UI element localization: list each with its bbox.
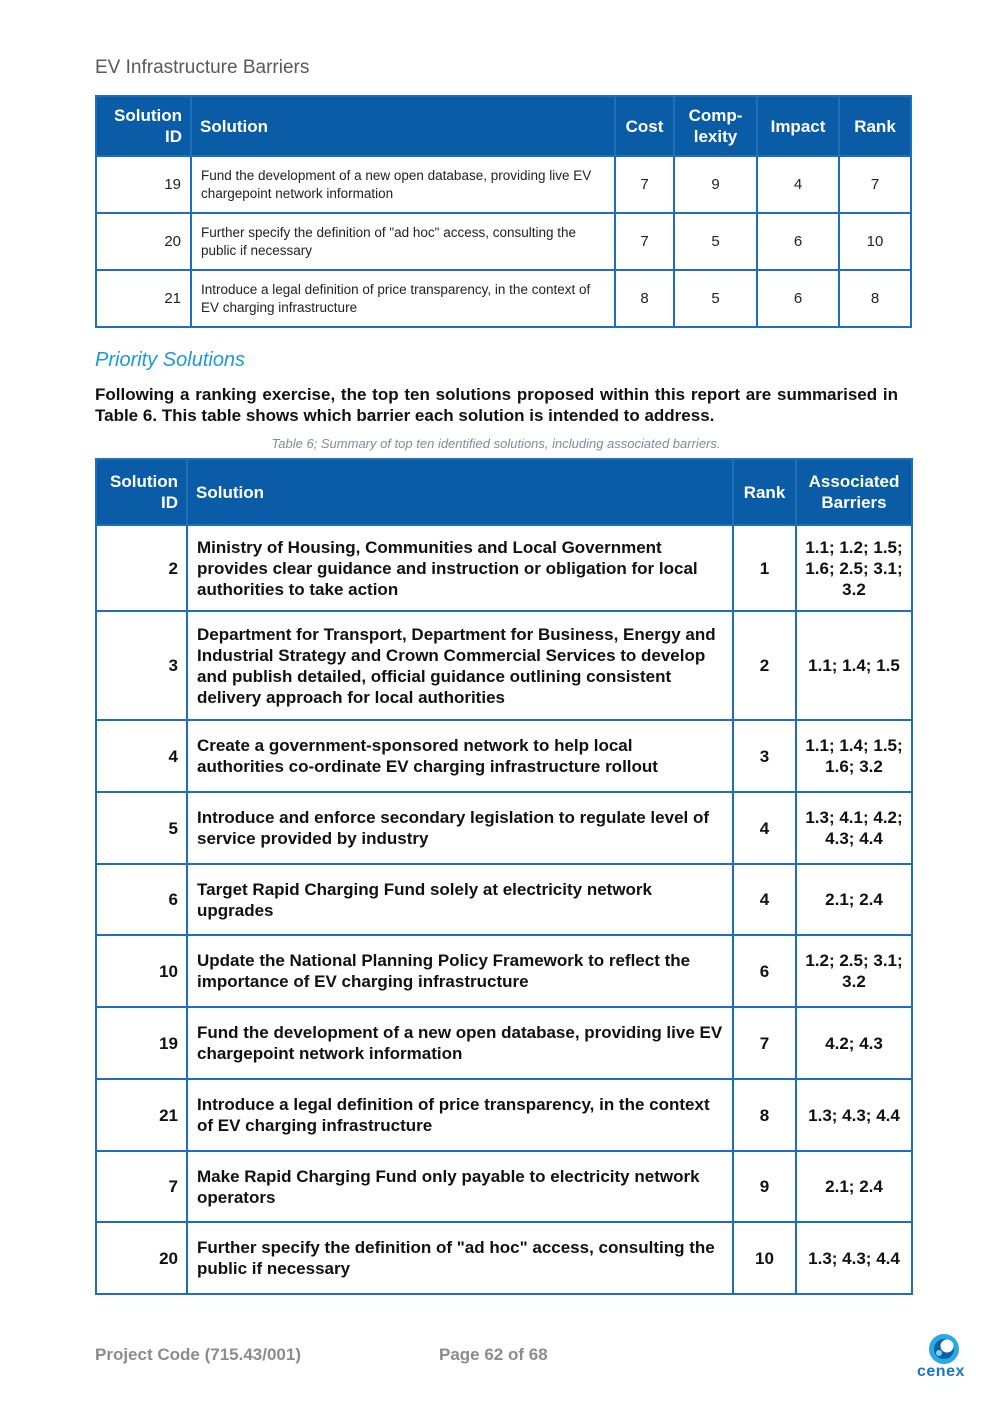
running-title: EV Infrastructure Barriers — [95, 57, 310, 78]
complexity-cell: 9 — [674, 156, 757, 213]
project-code: Project Code (715.43/001) — [95, 1345, 301, 1364]
barriers-cell: 1.3; 4.3; 4.4 — [796, 1222, 912, 1294]
header-rank: Rank — [839, 96, 911, 156]
cost-cell: 8 — [615, 270, 674, 327]
table-row — [96, 525, 912, 611]
table-header-row — [96, 96, 911, 156]
solution-cell: Introduce a legal definition of price transparency, in the context of EV charging infrastructure — [191, 270, 615, 327]
solution-cell: Introduce and enforce secondary legislation to regulate level of service provided by industry — [187, 792, 733, 864]
rank-cell: 8 — [733, 1079, 796, 1151]
solution-id-cell: 19 — [96, 1007, 187, 1079]
impact-cell: 6 — [757, 213, 839, 270]
rank-cell: 1 — [733, 525, 796, 611]
header-impact: Impact — [757, 96, 839, 156]
solution-cell: Introduce a legal definition of price transparency, in the context of EV charging infrastructure — [187, 1079, 733, 1151]
solution-cell: Create a government-sponsored network to help local authorities co-ordinate EV charging infrastructure rollout — [187, 720, 733, 792]
impact-cell: 4 — [757, 156, 839, 213]
rank-cell: 7 — [839, 156, 911, 213]
barriers-cell: 1.1; 1.4; 1.5 — [796, 611, 912, 720]
solution-cell: Further specify the definition of "ad hoc" access, consulting the public if necessary — [191, 213, 615, 270]
rank-cell: 4 — [733, 864, 796, 935]
header-complexity: Comp-lexity — [674, 96, 757, 156]
solution-id-cell: 4 — [96, 720, 187, 792]
rank-cell: 10 — [733, 1222, 796, 1294]
solution-id-cell: 19 — [96, 156, 191, 213]
table-row — [96, 1079, 912, 1151]
complexity-cell: 5 — [674, 270, 757, 327]
solution-id-cell: 20 — [96, 213, 191, 270]
solution-cell: Fund the development of a new open database, providing live EV chargepoint network information — [187, 1007, 733, 1079]
table-row — [96, 611, 912, 720]
table-caption: Table 6; Summary of top ten identified solutions, including associated barriers. — [271, 436, 721, 451]
rank-cell: 2 — [733, 611, 796, 720]
table-row — [96, 720, 912, 792]
page-number: Page 62 of 68 — [439, 1345, 548, 1364]
solution-id-cell: 20 — [96, 1222, 187, 1294]
header-cost: Cost — [615, 96, 674, 156]
barriers-cell: 1.2; 2.5; 3.1; 3.2 — [796, 935, 912, 1007]
table-row — [96, 270, 911, 327]
section-heading: Priority Solutions — [95, 349, 246, 371]
table-header-row — [96, 459, 912, 525]
table-row — [96, 792, 912, 864]
cost-cell: 7 — [615, 213, 674, 270]
header-solution-id: Solution ID — [96, 459, 187, 525]
solution-id-cell: 2 — [96, 525, 187, 611]
barriers-cell: 2.1; 2.4 — [796, 1151, 912, 1222]
solution-cell: Fund the development of a new open database, providing live EV chargepoint network information — [191, 156, 615, 213]
table-row — [96, 1007, 912, 1079]
solutions-score-table — [95, 95, 912, 328]
rank-cell: 3 — [733, 720, 796, 792]
header-solution: Solution — [191, 96, 615, 156]
header-solution-id: Solution ID — [96, 96, 191, 156]
barriers-cell: 2.1; 2.4 — [796, 864, 912, 935]
rank-cell: 10 — [839, 213, 911, 270]
top-ten-solutions-table — [95, 458, 913, 1295]
solution-id-cell: 5 — [96, 792, 187, 864]
impact-cell: 6 — [757, 270, 839, 327]
table-row — [96, 935, 912, 1007]
table-row — [96, 156, 911, 213]
rank-cell: 7 — [733, 1007, 796, 1079]
barriers-cell: 1.1; 1.4; 1.5; 1.6; 3.2 — [796, 720, 912, 792]
header-rank: Rank — [733, 459, 796, 525]
solution-id-cell: 21 — [96, 270, 191, 327]
barriers-cell: 1.1; 1.2; 1.5; 1.6; 2.5; 3.1; 3.2 — [796, 525, 912, 611]
rank-cell: 4 — [733, 792, 796, 864]
logo-wordmark: cenex — [917, 1363, 965, 1380]
solution-cell: Department for Transport, Department for Business, Energy and Industrial Strategy and Crown Commercial Services to develop and publish detailed, official guidance outlining consistent delivery approach for local authorities — [187, 611, 733, 720]
solution-cell: Ministry of Housing, Communities and Local Government provides clear guidance and instruction or obligation for local authorities to take action — [187, 525, 733, 611]
table-row — [96, 1222, 912, 1294]
header-associated-barriers: Associated Barriers — [796, 459, 912, 525]
solution-cell: Further specify the definition of "ad hoc" access, consulting the public if necessary — [187, 1222, 733, 1294]
solution-id-cell: 21 — [96, 1079, 187, 1151]
rank-cell: 8 — [839, 270, 911, 327]
rank-cell: 9 — [733, 1151, 796, 1222]
barriers-cell: 1.3; 4.3; 4.4 — [796, 1079, 912, 1151]
solution-id-cell: 7 — [96, 1151, 187, 1222]
table-row — [96, 213, 911, 270]
table-row — [96, 1151, 912, 1222]
solution-cell: Update the National Planning Policy Framework to reflect the importance of EV charging infrastructure — [187, 935, 733, 1007]
intro-paragraph: Following a ranking exercise, the top ten solutions proposed within this report are summarised in Table 6. This table shows which barrier each solution is intended to address. — [95, 385, 898, 425]
complexity-cell: 5 — [674, 213, 757, 270]
header-solution: Solution — [187, 459, 733, 525]
rank-cell: 6 — [733, 935, 796, 1007]
solution-cell: Target Rapid Charging Fund solely at electricity network upgrades — [187, 864, 733, 935]
solution-cell: Make Rapid Charging Fund only payable to electricity network operators — [187, 1151, 733, 1222]
solution-id-cell: 10 — [96, 935, 187, 1007]
solution-id-cell: 6 — [96, 864, 187, 935]
table-row — [96, 864, 912, 935]
barriers-cell: 4.2; 4.3 — [796, 1007, 912, 1079]
cost-cell: 7 — [615, 156, 674, 213]
solution-id-cell: 3 — [96, 611, 187, 720]
barriers-cell: 1.3; 4.1; 4.2; 4.3; 4.4 — [796, 792, 912, 864]
